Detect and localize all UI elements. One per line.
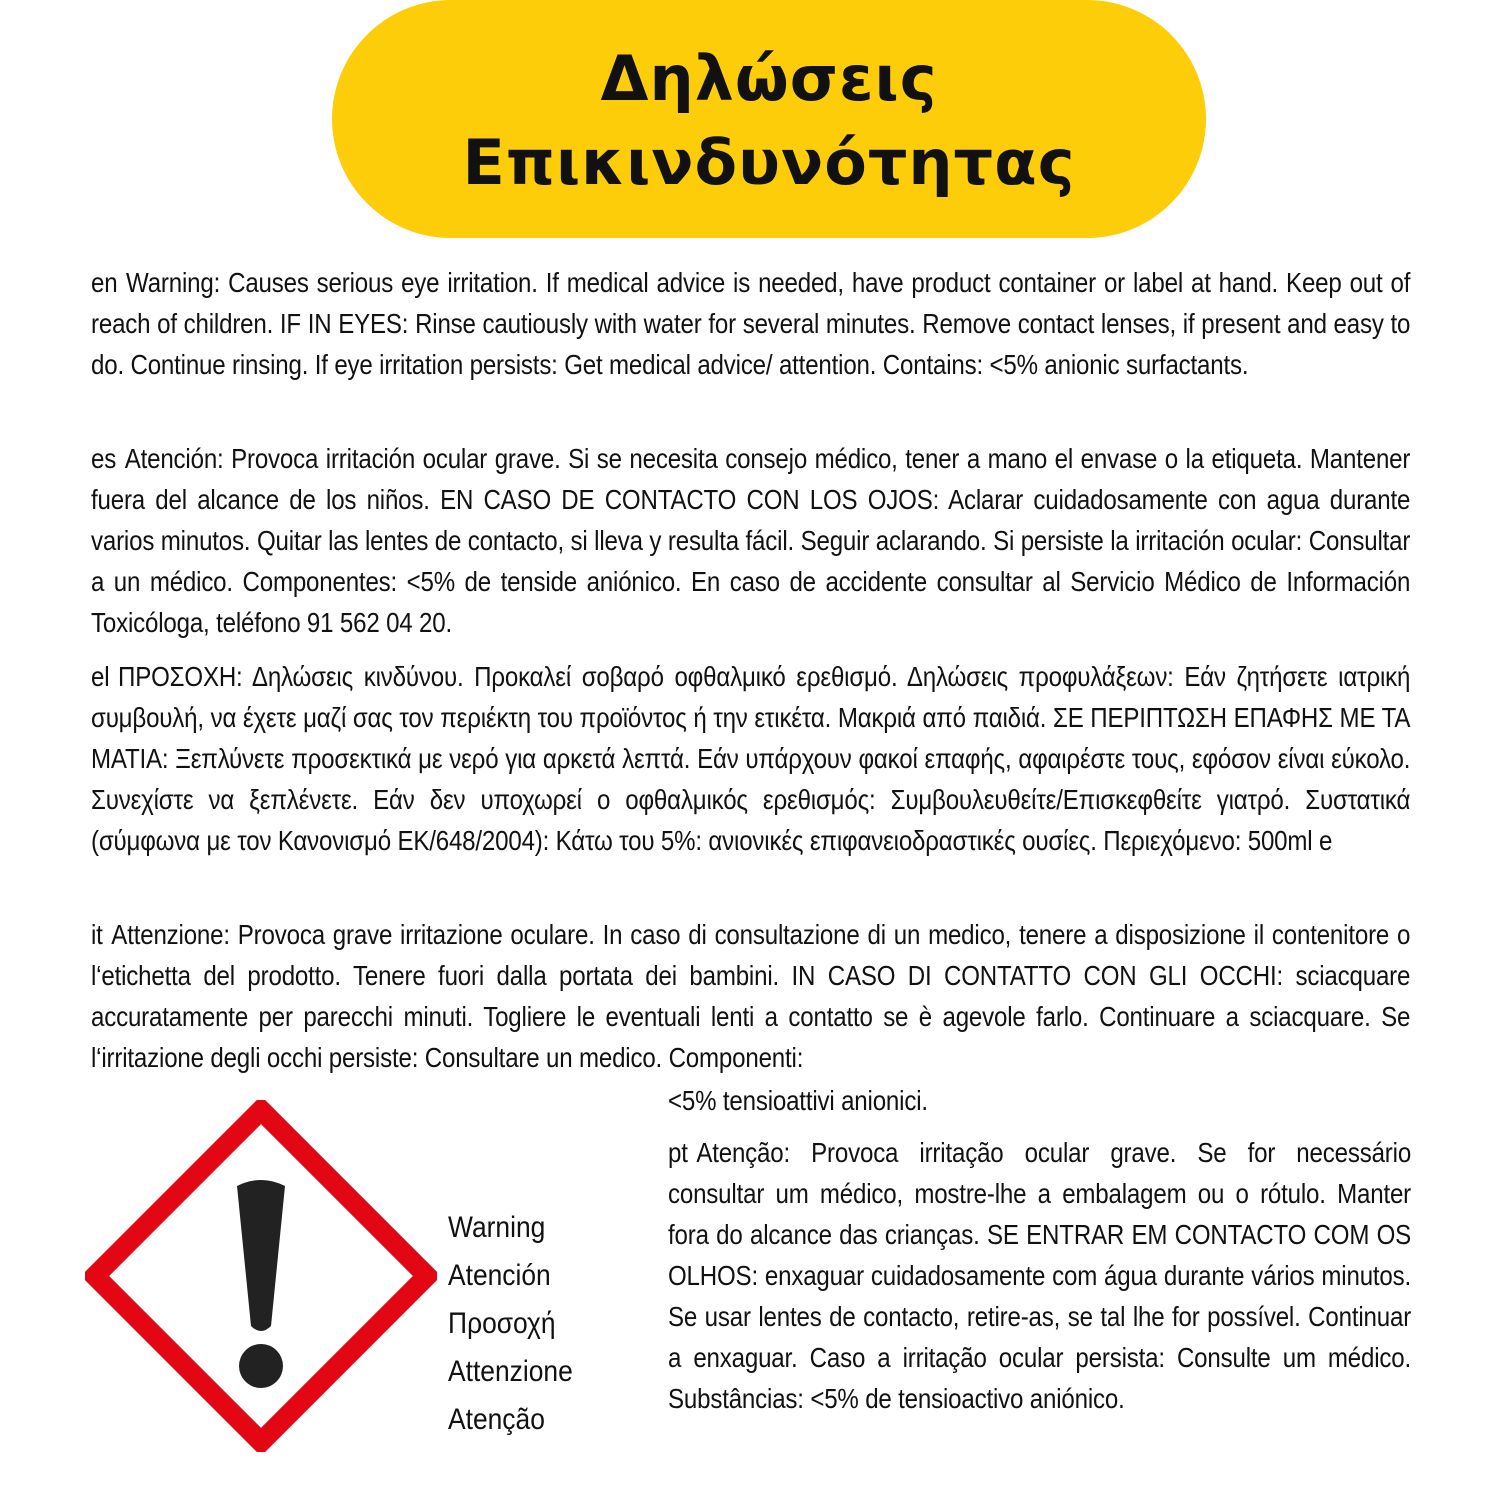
ghs07-exclamation-mark-icon <box>85 1100 437 1452</box>
title-line-2: Επικινδυνότητας <box>462 126 1076 199</box>
title-banner <box>332 0 1206 238</box>
signal-word: Προσοχή <box>448 1307 556 1340</box>
title-line-1: Δηλώσεις <box>600 42 938 115</box>
statement-text-en: Warning: Causes serious eye irritation. If medical advice is needed, have product container or label at hand. Keep out of reach of children. IF IN EYES: Rinse cautiously with water for several minutes. Remove contact lenses, if present and easy to do. Continue rinsing. If eye irritation persists: Get medical advice/ attention. Contains: <5% anionic surfactants. <box>91 267 1411 380</box>
signal-word: Warning <box>448 1211 546 1244</box>
statement-text-es: Atención: Provoca irritación ocular grave. Si se necesita consejo médico, tener a mano el envase o la etiqueta. Mantener fuera del alcance de los niños. EN CASO DE CONTACTO CON LOS OJOS: Aclarar cuidadosamente con agua durante varios minutos. Quitar las lentes de contacto, si lleva y resulta fácil. Seguir aclarando. Si persiste la irritación ocular: Consultar a un médico. Componentes: <5% de tenside aniónico. En caso de accidente consultar al Servicio Médico de Información Toxicóloga, teléfono 91 562 04 20. <box>91 443 1411 638</box>
statement-es <box>91 438 1410 643</box>
language-code-pt: pt <box>668 1137 688 1168</box>
signal-words-list <box>448 1204 573 1444</box>
language-code-es: es <box>91 443 117 474</box>
statement-it-tail: <5% tensioattivi anionici. <box>668 1085 928 1116</box>
statement-el <box>91 656 1410 861</box>
signal-word: Atenção <box>448 1403 545 1436</box>
statement-text-pt: Atenção: Provoca irritação ocular grave. Se for necessário consultar um médico, mostre-lhe a embalagem ou o rótulo. Manter fora do alcance das crianças. SE ENTRAR EM CONTACTO COM OS OLHOS: enxaguar cuidadosamente com água durante vários minutos. Se usar lentes de contacto, retire-as, se tal lhe for possível. Continuar a enxaguar. Caso a irritação ocular persista: Consulte um médico. Substâncias: <5% de tensioactivo aniónico. <box>668 1137 1412 1414</box>
signal-word: Atención <box>448 1259 551 1292</box>
statement-text-it: Attenzione: Provoca grave irritazione oculare. In caso di consultazione di un medico, tenere a disposizione il contenitore o l‘etichetta del prodotto. Tenere fuori dalla portata dei bambini. IN CASO DI CONTATTO CON GLI OCCHI: sciacquare accuratamente per parecchi minuti. Togliere le eventuali lenti a contatto se è agevole farlo. Continuare a sciacquare. Se l‘irritazione degli occhi persiste: Consultare un medico. Componenti: <box>91 919 1411 1073</box>
signal-word: Attenzione <box>448 1355 573 1388</box>
language-code-it: it <box>91 919 103 950</box>
statement-it <box>91 914 1410 1078</box>
statement-text-el: ΠΡΟΣΟΧΗ: Δηλώσεις κινδύνου. Προκαλεί σοβαρό οφθαλμικό ερεθισμό. Δηλώσεις προφυλάξεων: Εάν ζητήσετε ιατρική συμβουλή, να έχετε μαζί σας τον περιέκτη του προϊόντος ή την ετικέτα. Μακριά από παιδιά. ΣΕ ΠΕΡΙΠΤΩΣΗ ΕΠΑΦΗΣ ΜΕ ΤΑ ΜΑΤΙΑ: Ξεπλύνετε προσεκτικά με νερό για αρκετά λεπτά. Εάν υπάρχουν φακοί επαφής, αφαιρέστε τους, εφόσον είναι εύκολο. Συνεχίστε να ξεπλένετε. Εάν δεν υποχωρεί ο οφθαλμικός ερεθισμός: Συμβουλευθείτε/Επισκεφθείτε γιατρό. Συστατικά (σύμφωνα με τον Κανονισμό ΕΚ/648/2004): Κάτω του 5%: ανιονικές επιφανειοδραστικές ουσίες. Περιεχόμενο: 500ml e <box>91 661 1411 856</box>
language-code-en: en <box>91 267 118 298</box>
statement-en <box>91 262 1410 385</box>
statement-pt <box>668 1132 1411 1419</box>
language-code-el: el <box>91 661 110 692</box>
